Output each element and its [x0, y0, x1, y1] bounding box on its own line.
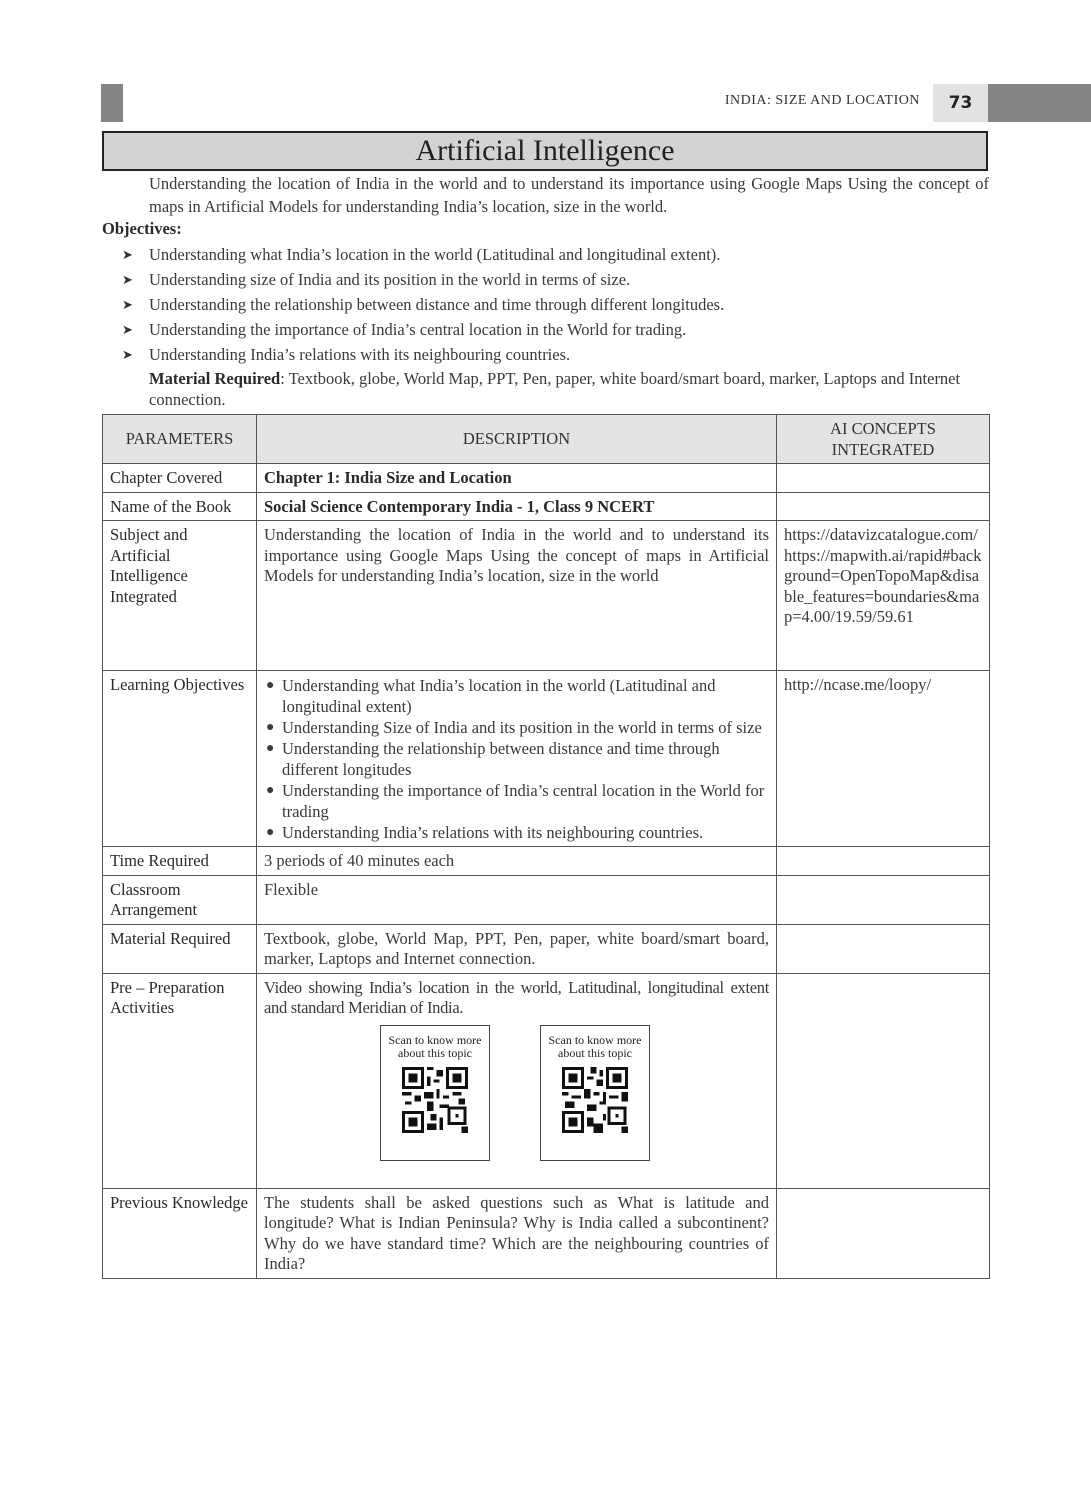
- ai-cell: [777, 1188, 990, 1278]
- qr-code-icon[interactable]: [402, 1067, 468, 1133]
- param-cell: Subject and Artificial Intelligence Integrated: [103, 521, 257, 671]
- header-ai-concepts: AI CONCEPTS INTEGRATED: [777, 415, 990, 464]
- list-item: ➤ Understanding the relationship between distance and time through different longitudes.: [122, 295, 725, 314]
- table-row: [103, 671, 990, 847]
- table-row: [103, 521, 990, 671]
- table-row: [103, 464, 990, 493]
- qr-code-icon[interactable]: [562, 1067, 628, 1133]
- arrowhead-bullet-icon: ➤: [122, 297, 133, 312]
- param-cell: Name of the Book: [103, 492, 257, 521]
- objectives-heading: Objectives:: [102, 219, 182, 238]
- ai-cell: [777, 671, 990, 847]
- list-item: ➤ Understanding India’s relations with its neighbouring countries.: [122, 345, 571, 364]
- desc-cell: The students shall be asked questions such as What is latitude and longitude? What is Indian Peninsula? Why is India called a subcontinent? Why do we have standard time? Which are the neighbouring countries of India?: [257, 1188, 777, 1278]
- material-label: Material Required: [149, 369, 281, 388]
- table-row: [103, 492, 990, 521]
- table-row: [103, 924, 990, 973]
- desc-cell: Flexible: [257, 875, 777, 924]
- param-cell: Previous Knowledge: [103, 1188, 257, 1278]
- arrowhead-bullet-icon: ➤: [122, 322, 133, 337]
- bullet-icon: ●: [266, 678, 275, 693]
- header-parameters: PARAMETERS: [103, 415, 257, 464]
- ai-cell: [777, 875, 990, 924]
- header-description: DESCRIPTION: [257, 415, 777, 464]
- material-text: : Textbook, globe, World Map, PPT, Pen, paper, white board/smart board, marker, Laptops and Internet connection.: [149, 369, 961, 409]
- ai-link[interactable]: https://mapwith.ai/rapid#background=OpenTopoMap&disable_features=boundaries&map=4.00/19.59/59.61: [784, 545, 982, 626]
- list-item: ● Understanding Size of India and its position in the world in terms of size: [266, 718, 762, 737]
- running-head: INDIA: SIZE AND LOCATION: [724, 93, 920, 108]
- list-item: ● Understanding India’s relations with its neighbouring countries.: [266, 823, 704, 842]
- param-cell: Time Required: [103, 847, 257, 876]
- page-number: 73: [933, 84, 988, 122]
- intro-paragraph: Understanding the location of India in the world and to understand its importance using Google Maps Using the concept of maps in Artificial Models for understanding India’s location, size in the world.: [149, 174, 989, 216]
- param-cell: Material Required: [103, 924, 257, 973]
- arrowhead-bullet-icon: ➤: [122, 247, 133, 262]
- table-row: [103, 875, 990, 924]
- ai-cell: [777, 847, 990, 876]
- objectives-list: [122, 243, 992, 368]
- list-item: ● Understanding what India’s location in the world (Latitudinal and longitudinal extent): [266, 676, 716, 716]
- param-cell: Chapter Covered: [103, 464, 257, 493]
- table-header-row: [103, 415, 990, 464]
- ai-cell: [777, 924, 990, 973]
- learning-objectives-list: [264, 675, 769, 843]
- arrowhead-bullet-icon: ➤: [122, 272, 133, 287]
- ai-cell: [777, 492, 990, 521]
- qr-caption: Scan to know more about this topic: [388, 1032, 482, 1060]
- section-title: Artificial Intelligence: [102, 131, 988, 171]
- bullet-icon: ●: [266, 783, 275, 798]
- list-item: ➤ Understanding the importance of India’s central location in the World for trading.: [122, 320, 687, 339]
- table-row: [103, 1188, 990, 1278]
- bullet-icon: ●: [266, 720, 275, 735]
- desc-cell: 3 periods of 40 minutes each: [257, 847, 777, 876]
- list-item: ➤ Understanding what India’s location in the world (Latitudinal and longitudinal extent).: [122, 245, 721, 264]
- desc-cell: Chapter 1: India Size and Location: [257, 464, 777, 493]
- prep-description: Video showing India’s location in the world, Latitudinal, longitudinal extent and standard Meridian of India.: [264, 977, 769, 1017]
- list-item: ● Understanding the importance of India’s central location in the World for trading: [266, 781, 765, 821]
- lesson-plan-table: [102, 414, 990, 1279]
- ai-cell: [777, 521, 990, 671]
- arrowhead-bullet-icon: ➤: [122, 347, 133, 362]
- table-row: [103, 847, 990, 876]
- ai-link[interactable]: http://ncase.me/loopy/: [784, 675, 932, 694]
- table-row: [103, 973, 990, 1188]
- qr-card[interactable]: [380, 1025, 490, 1161]
- bullet-icon: ●: [266, 741, 275, 756]
- param-cell: Pre – Preparation Activities: [103, 973, 257, 1188]
- desc-cell: Textbook, globe, World Map, PPT, Pen, paper, white board/smart board, marker, Laptops and Internet connection.: [257, 924, 777, 973]
- ai-cell: [777, 973, 990, 1188]
- qr-cards: [380, 1025, 769, 1161]
- qr-card[interactable]: [540, 1025, 650, 1161]
- param-cell: Classroom Arrangement: [103, 875, 257, 924]
- desc-cell: [257, 973, 777, 1188]
- qr-caption: Scan to know more about this topic: [548, 1032, 642, 1060]
- desc-cell: Social Science Contemporary India - 1, Class 9 NCERT: [257, 492, 777, 521]
- material-required-paragraph: [149, 368, 989, 410]
- right-header-bar: [988, 84, 1091, 122]
- list-item: ➤ Understanding size of India and its position in the world in terms of size.: [122, 270, 631, 289]
- desc-cell: Understanding the location of India in the world and to understand its importance using Google Maps Using the concept of maps in Artificial Models for understanding India’s location, size in the world: [257, 521, 777, 671]
- left-header-bar: [101, 84, 123, 122]
- param-cell: Learning Objectives: [103, 671, 257, 847]
- list-item: ● Understanding the relationship between distance and time through different longitudes: [266, 739, 720, 779]
- desc-cell: [257, 671, 777, 847]
- ai-cell: [777, 464, 990, 493]
- bullet-icon: ●: [266, 825, 275, 840]
- ai-link[interactable]: https://datavizcatalogue.com/: [784, 525, 978, 544]
